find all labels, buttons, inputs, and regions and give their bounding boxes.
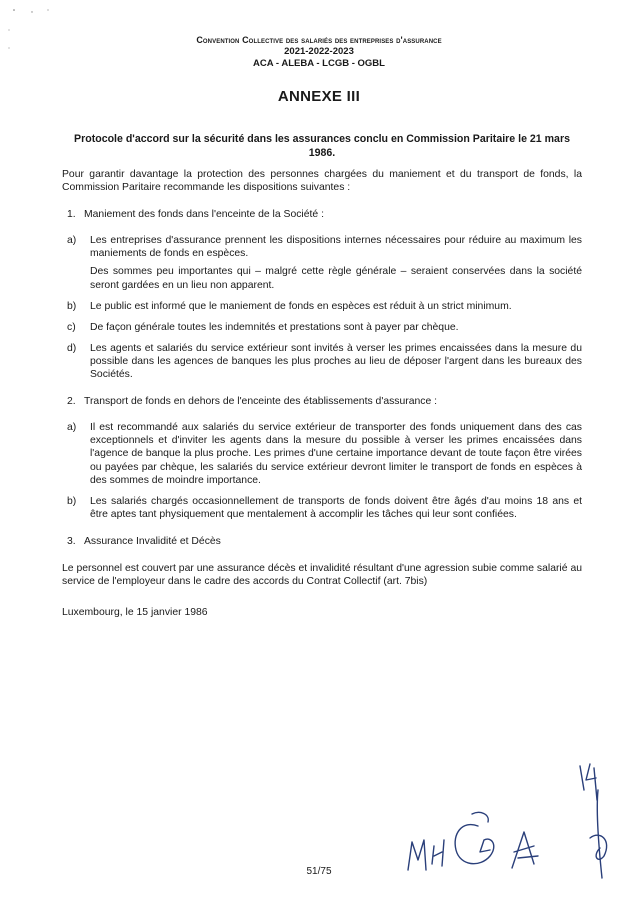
section-number: 2. bbox=[67, 396, 76, 408]
protocol-subtitle: Protocole d'accord sur la sécurité dans les assurances conclu en Commission Paritaire le 21 mars 1986. bbox=[74, 133, 570, 159]
section-number: 3. bbox=[67, 535, 76, 547]
section-1-item-b bbox=[62, 300, 582, 313]
section-1-heading bbox=[62, 208, 582, 221]
item-label: c) bbox=[67, 321, 76, 333]
section-1-item-c bbox=[62, 321, 582, 334]
header-years: 2021-2022-2023 bbox=[284, 46, 354, 57]
item-paragraph: Il est recommandé aux salariés du service extérieur de transporter des fonds uniquement dans des cas exceptionnels et d'inviter les agents dans la mesure du possible à verser les primes encaissées dans l'agence de banque la plus proche. Les primes d'une certaine importance devant de toute façon être virées ou payées par chèque, les salariés du service extérieur devront limiter le transport de fonds en espèces à des sommes de moindre importance. bbox=[90, 422, 582, 486]
section-number: 1. bbox=[67, 209, 76, 221]
handwritten-initials bbox=[400, 760, 630, 880]
page-number: 51/75 bbox=[306, 866, 332, 877]
item-paragraph: Les entreprises d'assurance prennent les dispositions internes nécessaires pour réduire au maximum les maniements de fonds en espèces. bbox=[90, 235, 582, 260]
section-title: Transport de fonds en dehors de l'enceinte des établissements d'assurance : bbox=[84, 396, 438, 408]
annex-title: ANNEXE III bbox=[277, 88, 361, 105]
item-paragraph: Des sommes peu importantes qui – malgré cette règle générale – seraient conservées dans la société seront gardées en un lieu non apparent. bbox=[90, 266, 582, 291]
item-paragraph: Le public est informé que le maniement de fonds en espèces est réduit à un strict minimum. bbox=[90, 300, 512, 312]
closing-paragraph: Le personnel est couvert par une assurance décès et invalidité résultant d'une agression subie comme salarié au service de l'employeur dans le cadre des accords du Contrat Collectif (art. 7bis) bbox=[62, 562, 582, 588]
section-2-item-a bbox=[62, 421, 582, 486]
item-label: b) bbox=[67, 300, 77, 312]
item-paragraph: Les salariés chargés occasionnellement de transports de fonds doivent être âgés d'au moins 18 ans et être aptes tant physiquement que mentalement à accomplir les tâches qui leur sont confiées. bbox=[90, 495, 582, 520]
section-1-item-a bbox=[62, 234, 582, 291]
section-title: Assurance Invalidité et Décès bbox=[84, 535, 221, 547]
document-body bbox=[62, 133, 582, 619]
item-paragraph: Les agents et salariés du service extérieur sont invités à verser les primes encaissées dans la mesure du possible dans les agences de banques les plus proches au lieu de déposer l'argent dans les bureaux des Sociétés. bbox=[90, 342, 582, 381]
item-label: a) bbox=[67, 235, 77, 247]
section-1-item-d bbox=[62, 342, 582, 381]
section-title: Maniement des fonds dans l'enceinte de la Société : bbox=[84, 209, 324, 221]
item-label: d) bbox=[67, 342, 77, 354]
header-parties: ACA - ALEBA - LCGB - OGBL bbox=[253, 58, 385, 69]
section-2-item-b bbox=[62, 495, 582, 521]
item-label: b) bbox=[67, 495, 77, 507]
place-and-date: Luxembourg, le 15 janvier 1986 bbox=[62, 607, 208, 619]
header-convention-title: Convention Collective des salariés des entreprises d'assurance bbox=[196, 35, 442, 45]
intro-paragraph: Pour garantir davantage la protection des personnes chargées du maniement et du transport de fonds, la Commission Paritaire recommande les dispositions suivantes : bbox=[62, 169, 582, 194]
item-paragraph: De façon générale toutes les indemnités et prestations sont à payer par chèque. bbox=[90, 321, 459, 333]
section-2-heading bbox=[62, 395, 582, 408]
section-3-heading bbox=[62, 535, 582, 548]
document-header bbox=[0, 34, 638, 70]
item-label: a) bbox=[67, 422, 77, 434]
